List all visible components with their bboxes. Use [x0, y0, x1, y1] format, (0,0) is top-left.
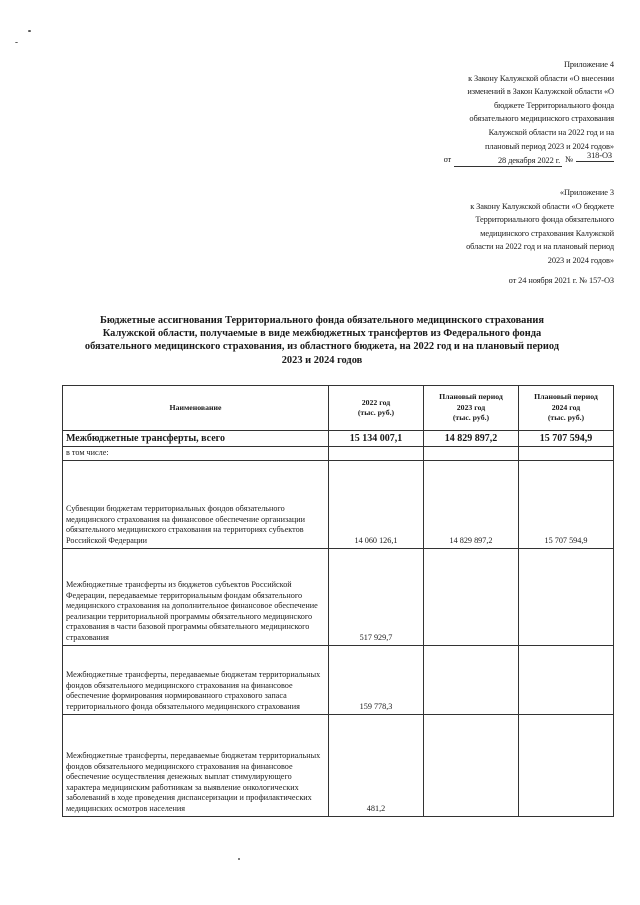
annex-signature-row	[404, 150, 614, 167]
header-2023-line: Плановый период	[439, 392, 503, 402]
table-row-total	[63, 431, 614, 447]
table-row	[63, 460, 614, 548]
total-name: Межбюджетные трансферты, всего	[63, 431, 329, 447]
budget-table	[62, 385, 614, 817]
law-number: 318-ОЗ	[576, 150, 614, 162]
table-row	[63, 645, 614, 714]
total-2024: 15 707 594,9	[519, 431, 614, 447]
scan-speck	[15, 42, 18, 43]
header-2023-line: 2023 год	[456, 402, 486, 412]
row-2024: 15 707 594,9	[519, 460, 614, 548]
annex-current-line: бюджете Территориального фонда	[493, 100, 614, 110]
annex-original-line: Территориального фонда обязательного	[475, 215, 614, 225]
annex-original-line: «Приложение 3	[559, 188, 614, 197]
row-2024	[519, 714, 614, 816]
table-header-row	[63, 386, 614, 431]
header-2022-line: (тыс. руб.)	[357, 408, 395, 417]
row-name: Межбюджетные трансферты из бюджетов субъектов Российской Федерации, передаваемые территориальным фондам обязательного медицинского страхования на дополнительное финансовое обеспечение реализации территориальной программы обязательного медицинского страхования в части базовой программы обязательного медицинского страхования	[63, 548, 329, 645]
total-2023: 14 829 897,2	[424, 431, 519, 447]
row-2023	[424, 714, 519, 816]
title-line: Калужской области, получаемые в виде межбюджетных трансфертов из Федерального фонда	[102, 328, 542, 340]
row-2022: 517 929,7	[329, 548, 424, 645]
annex-original-line: области на 2022 год и на плановый период	[466, 242, 614, 252]
title-line: 2023 и 2024 годов	[281, 354, 363, 366]
empty-cell	[519, 447, 614, 461]
header-2023-line: (тыс. руб.)	[452, 413, 490, 423]
empty-cell	[329, 447, 424, 461]
row-2022: 481,2	[329, 714, 424, 816]
header-2023	[424, 386, 519, 431]
row-2023	[424, 548, 519, 645]
annex-current-line: к Закону Калужской области «О внесении	[468, 73, 614, 83]
row-2022: 14 060 126,1	[329, 460, 424, 548]
row-name: Межбюджетные трансферты, передаваемые бюджетам территориальных фондов обязательного медицинского страхования на финансовое обеспечение формирования нормированного страхового запаса территориального фонда обязательного медицинского страхования	[63, 645, 329, 714]
annex-original-line: медицинского страхования Калужской	[480, 228, 614, 238]
date-prefix: от	[443, 155, 452, 165]
scan-speck	[28, 30, 31, 32]
row-2024	[519, 548, 614, 645]
header-2024-line: (тыс. руб.)	[547, 413, 585, 423]
header-name: Наименование	[63, 386, 329, 431]
law-date: 28 декабря 2022 г.	[454, 155, 562, 167]
scan-speck	[238, 858, 240, 860]
row-2023: 14 829 897,2	[424, 460, 519, 548]
row-name: Межбюджетные трансферты, передаваемые бюджетам территориальных фондов обязательного медицинского страхования на финансовое обеспечение осуществления денежных выплат стимулирующего характера медицинским работникам за выявление онкологических заболеваний в ходе проведения диспансеризации и профилактических медицинских осмотров населения	[63, 714, 329, 816]
annex-current-line: плановый период 2023 и 2024 годов»	[484, 141, 614, 151]
title-line: Бюджетные ассигнования Территориального фонда обязательного медицинского страхования	[100, 315, 544, 326]
annex-current-block	[404, 58, 614, 167]
row-2022: 159 778,3	[329, 645, 424, 714]
row-name: Субвенции бюджетам территориальных фондов обязательного медицинского страхования на финансовое обеспечение организации обязательного медицинского страхования на территориях субъектов Российской Федерации	[63, 460, 329, 548]
annex-current-line: обязательного медицинского страхования	[469, 114, 614, 124]
subheader-label: в том числе:	[63, 447, 329, 461]
header-2024	[519, 386, 614, 431]
empty-cell	[424, 447, 519, 461]
title-line: обязательного медицинского страхования, из областного бюджета, на 2022 год и на плановый период	[84, 341, 560, 353]
table-row-subheader	[63, 447, 614, 461]
header-2024-line: Плановый период	[534, 392, 598, 402]
total-2022: 15 134 007,1	[329, 431, 424, 447]
row-2024	[519, 645, 614, 714]
annex-original-date: от 24 ноября 2021 г. № 157-ОЗ	[508, 275, 614, 285]
header-2022-line: 2022 год	[361, 397, 391, 407]
annex-original-block	[404, 186, 614, 287]
annex-original-line: 2023 и 2024 годов»	[547, 255, 614, 265]
table-row	[63, 548, 614, 645]
annex-current-line: изменений в Закон Калужской области «О	[467, 87, 614, 97]
header-2024-line: 2024 год	[551, 402, 581, 412]
row-2023	[424, 645, 519, 714]
header-2022	[329, 386, 424, 431]
annex-original-line: к Закону Калужской области «О бюджете	[470, 201, 614, 211]
document-title	[64, 314, 580, 367]
annex-current-line: Калужской области на 2022 год и на	[488, 127, 614, 137]
table-row	[63, 714, 614, 816]
annex-current-line: Приложение 4	[563, 60, 614, 69]
number-prefix: №	[565, 155, 573, 165]
